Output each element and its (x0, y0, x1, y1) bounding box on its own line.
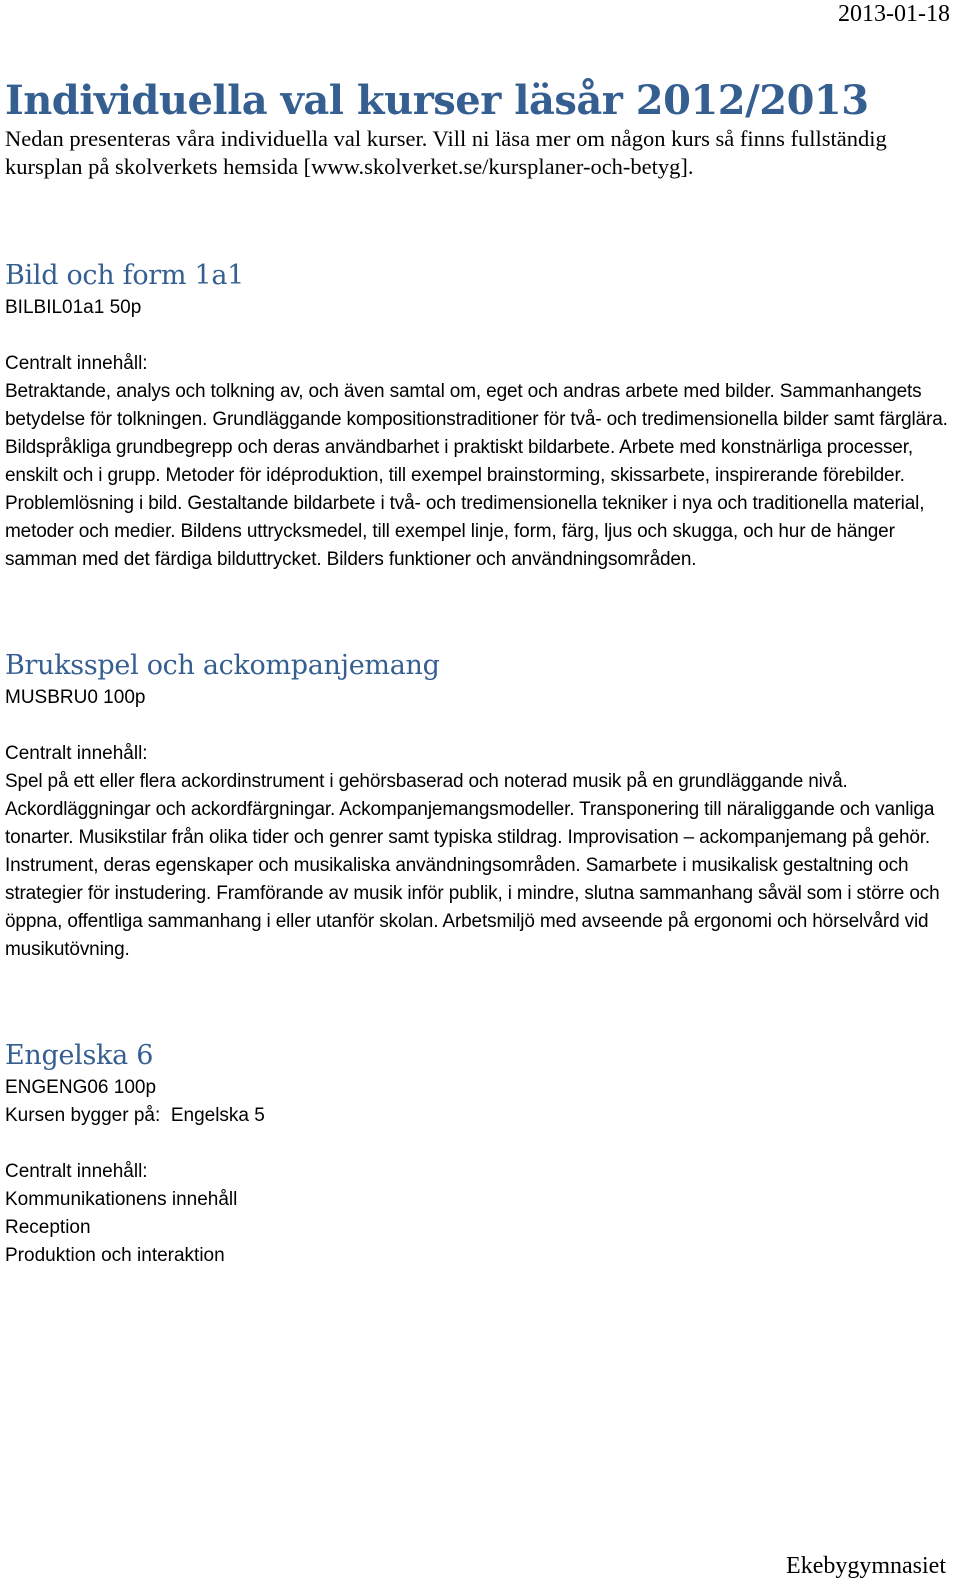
course-section-bild-och-form (5, 258, 950, 574)
content-label: Centralt innehåll: (5, 743, 148, 764)
footer-school-name: Ekebygymnasiet (786, 1553, 946, 1579)
document-date: 2013-01-18 (838, 1, 950, 27)
course-code: ENGENG06 100p (5, 1077, 157, 1098)
course-code: BILBIL01a1 50p (5, 297, 142, 318)
course-content: Spel på ett eller flera ackordinstrument i gehörsbaserad och noterad musik på en grundläggande nivå. Ackordläggningar och ackordfärgningar. Ackompanjemangsmodeller. Transponering till näraliggande och vanliga tonarter. Musikstilar från olika tider och genrer samt typiska stildrag. Improvisation – ackompanjemang på gehör. Instrument, deras egenskaper och musikaliska användningsområden. Samarbete i musikalisk gestaltning och strategier för instudering. Framförande av musik inför publik, i mindre, slutna sammanhang såväl som i större och öppna, offentliga sammanhang i eller utanför skolan. Arbetsmiljö med avseende på ergonomi och hörselvård vid musikutövning. (5, 771, 940, 960)
content-label: Centralt innehåll: (5, 1161, 148, 1182)
course-code: MUSBRU0 100p (5, 687, 146, 708)
content-label: Centralt innehåll: (5, 353, 148, 374)
course-section-bruksspel (5, 648, 950, 964)
content-item: Produktion och interaktion (5, 1245, 225, 1266)
spacer (5, 322, 950, 350)
course-prerequisite: Kursen bygger på: Engelska 5 (5, 1105, 265, 1126)
course-title: Bild och form 1a1 (5, 260, 245, 291)
intro-paragraph: Nedan presenteras våra individuella val kurser. Vill ni läsa mer om någon kurs så finns fullständig kursplan på skolverkets hemsida [www.skolverket.se/kursplaner-och-betyg]. (5, 126, 887, 179)
document-title: Individuella val kurser läsår 2012/2013 (5, 77, 869, 124)
course-section-engelska-6 (5, 1038, 950, 1270)
course-title: Bruksspel och ackompanjemang (5, 650, 440, 681)
spacer (5, 712, 950, 740)
content-item: Kommunikationens innehåll (5, 1189, 238, 1210)
course-content: Betraktande, analys och tolkning av, och även samtal om, eget och andras arbete med bilder. Sammanhangets betydelse för tolkningen. Grundläggande kompositionstraditioner för två- och tredimensionella bilder samt färglära. Bildspråkliga grundbegrepp och deras användbarhet i praktiskt bildarbete. Arbete med konstnärliga processer, enskilt och i grupp. Metoder för idéproduktion, till exempel brainstorming, skissarbete, inspirerande förebilder. Problemlösning i bild. Gestaltande bildarbete i två- och tredimensionella tekniker i nya och traditionella material, metoder och medier. Bildens uttrycksmedel, till exempel linje, form, färg, ljus och skugga, och hur de hänger samman med det färdiga bilduttrycket. Bilders funktioner och användningsområden. (5, 381, 948, 570)
spacer (5, 1130, 950, 1158)
course-title: Engelska 6 (5, 1040, 154, 1071)
content-item: Reception (5, 1217, 91, 1238)
